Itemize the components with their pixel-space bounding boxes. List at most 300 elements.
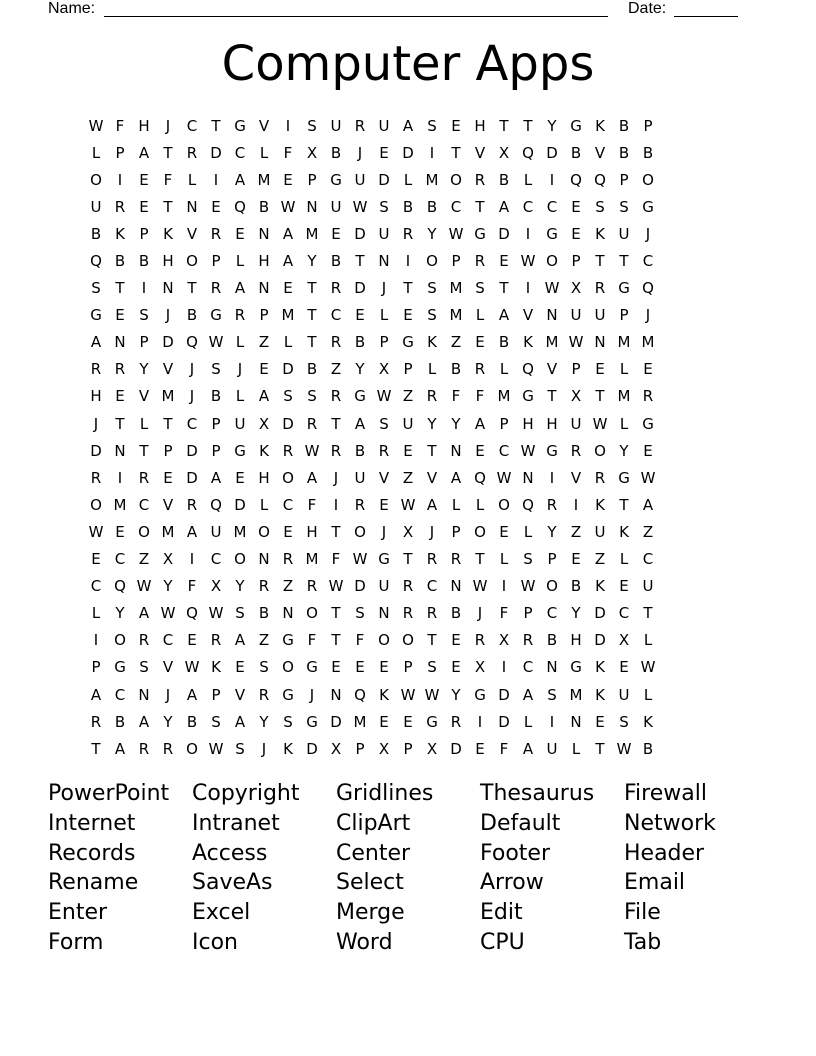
grid-letter: F bbox=[187, 577, 197, 596]
grid-letter: R bbox=[330, 387, 342, 406]
grid-letter: G bbox=[570, 658, 582, 677]
grid-letter: T bbox=[139, 441, 149, 460]
grid-letter: H bbox=[570, 631, 582, 650]
grid-letter: B bbox=[618, 143, 630, 162]
grid-letter: O bbox=[258, 522, 270, 541]
grid-letter: U bbox=[402, 414, 414, 433]
grid-letter: R bbox=[402, 577, 414, 596]
grid-letter: W bbox=[496, 468, 512, 487]
grid-letter: M bbox=[305, 550, 319, 569]
grid-letter: C bbox=[234, 143, 246, 162]
grid-letter: P bbox=[451, 252, 461, 271]
word-list-item: Word bbox=[336, 929, 393, 955]
grid-letter: I bbox=[549, 712, 555, 731]
grid-letter: R bbox=[138, 631, 150, 650]
grid-letter: R bbox=[90, 712, 102, 731]
grid-letter: O bbox=[498, 495, 510, 514]
grid-letter: J bbox=[645, 224, 651, 243]
grid-letter: B bbox=[186, 306, 198, 325]
grid-letter: D bbox=[498, 685, 510, 704]
grid-letter: E bbox=[235, 468, 245, 487]
grid-letter: S bbox=[235, 739, 245, 758]
grid-letter: Z bbox=[402, 468, 414, 487]
grid-letter: K bbox=[595, 224, 605, 243]
word-list-item: Default bbox=[480, 810, 561, 836]
grid-letter: O bbox=[354, 522, 366, 541]
grid-letter: N bbox=[114, 333, 126, 352]
grid-letter: S bbox=[619, 712, 629, 731]
grid-letter: U bbox=[330, 197, 342, 216]
grid-letter: O bbox=[234, 550, 246, 569]
grid-letter: S bbox=[595, 197, 605, 216]
grid-letter: K bbox=[643, 712, 653, 731]
grid-letter: C bbox=[642, 550, 654, 569]
grid-letter: S bbox=[259, 658, 269, 677]
grid-letter: A bbox=[498, 306, 510, 325]
grid-letter: X bbox=[210, 577, 222, 596]
grid-letter: W bbox=[640, 658, 656, 677]
grid-letter: L bbox=[235, 387, 245, 406]
grid-letter: K bbox=[211, 658, 221, 677]
grid-letter: O bbox=[546, 577, 558, 596]
grid-letter: Y bbox=[619, 441, 629, 460]
grid-letter: L bbox=[91, 604, 101, 623]
grid-letter: H bbox=[138, 116, 150, 135]
grid-letter: X bbox=[618, 631, 630, 650]
grid-letter: J bbox=[189, 360, 195, 379]
grid-letter: F bbox=[163, 170, 173, 189]
grid-letter: E bbox=[475, 333, 485, 352]
grid-row bbox=[84, 302, 732, 329]
grid-letter: K bbox=[379, 685, 389, 704]
grid-letter: C bbox=[114, 550, 126, 569]
grid-letter: W bbox=[472, 577, 488, 596]
grid-letter: C bbox=[210, 550, 222, 569]
grid-letter: B bbox=[450, 360, 462, 379]
grid-letter: E bbox=[571, 550, 581, 569]
grid-letter: G bbox=[306, 712, 318, 731]
grid-letter: J bbox=[381, 279, 387, 298]
grid-letter: M bbox=[257, 170, 271, 189]
grid-letter: R bbox=[114, 197, 126, 216]
grid-letter: G bbox=[354, 387, 366, 406]
grid-letter: W bbox=[280, 197, 296, 216]
grid-letter: E bbox=[499, 522, 509, 541]
grid-letter: V bbox=[234, 685, 246, 704]
grid-letter: F bbox=[355, 631, 365, 650]
grid-letter: D bbox=[90, 441, 102, 460]
grid-letter: E bbox=[139, 170, 149, 189]
grid-letter: C bbox=[498, 441, 510, 460]
grid-letter: Q bbox=[522, 143, 534, 162]
grid-letter: B bbox=[90, 224, 102, 243]
grid-letter: G bbox=[378, 550, 390, 569]
grid-letter: L bbox=[475, 306, 485, 325]
grid-letter: U bbox=[546, 739, 558, 758]
grid-letter: Q bbox=[474, 468, 486, 487]
grid-letter: F bbox=[331, 550, 341, 569]
grid-letter: Z bbox=[642, 522, 654, 541]
grid-letter: E bbox=[643, 360, 653, 379]
grid-letter: W bbox=[328, 577, 344, 596]
grid-letter: R bbox=[402, 604, 414, 623]
grid-letter: B bbox=[114, 252, 126, 271]
grid-letter: W bbox=[304, 441, 320, 460]
grid-letter: T bbox=[307, 279, 317, 298]
word-list-item: Tab bbox=[624, 929, 662, 955]
grid-letter: E bbox=[283, 170, 293, 189]
grid-letter: F bbox=[115, 116, 125, 135]
word-list-item: Arrow bbox=[480, 870, 544, 896]
grid-letter: A bbox=[234, 631, 246, 650]
grid-letter: A bbox=[186, 522, 198, 541]
grid-letter: R bbox=[402, 224, 414, 243]
grid-letter: L bbox=[139, 414, 149, 433]
grid-letter: T bbox=[115, 414, 125, 433]
grid-letter: L bbox=[235, 252, 245, 271]
grid-letter: S bbox=[427, 658, 437, 677]
grid-letter: Z bbox=[282, 577, 294, 596]
grid-letter: V bbox=[162, 658, 174, 677]
grid-letter: A bbox=[450, 468, 462, 487]
grid-letter: I bbox=[117, 170, 123, 189]
grid-letter: X bbox=[402, 522, 414, 541]
word-list-item: Rename bbox=[48, 870, 139, 896]
grid-letter: L bbox=[475, 495, 485, 514]
grid-letter: W bbox=[448, 224, 464, 243]
grid-letter: P bbox=[163, 441, 173, 460]
grid-letter: C bbox=[138, 495, 150, 514]
grid-letter: R bbox=[210, 224, 222, 243]
grid-letter: E bbox=[139, 197, 149, 216]
grid-letter: E bbox=[355, 658, 365, 677]
grid-letter: O bbox=[546, 252, 558, 271]
grid-letter: Y bbox=[115, 604, 125, 623]
grid-letter: S bbox=[427, 306, 437, 325]
grid-letter: T bbox=[163, 414, 173, 433]
grid-letter: B bbox=[114, 712, 126, 731]
grid-letter: M bbox=[617, 333, 631, 352]
grid-letter: K bbox=[595, 658, 605, 677]
grid-letter: O bbox=[426, 252, 438, 271]
grid-letter: J bbox=[237, 360, 243, 379]
grid-row bbox=[84, 627, 732, 654]
grid-letter: D bbox=[546, 143, 558, 162]
grid-letter: G bbox=[474, 224, 486, 243]
grid-letter: Q bbox=[594, 170, 606, 189]
grid-letter: M bbox=[305, 224, 319, 243]
grid-letter: X bbox=[378, 360, 390, 379]
word-list-item: Form bbox=[48, 929, 104, 955]
grid-letter: E bbox=[595, 360, 605, 379]
grid-letter: J bbox=[477, 604, 483, 623]
grid-letter: X bbox=[306, 143, 318, 162]
grid-letter: V bbox=[138, 387, 150, 406]
grid-letter: R bbox=[594, 468, 606, 487]
grid-letter: P bbox=[379, 333, 389, 352]
grid-letter: L bbox=[259, 495, 269, 514]
grid-letter: L bbox=[523, 712, 533, 731]
grid-letter: W bbox=[160, 604, 176, 623]
grid-letter: B bbox=[570, 577, 582, 596]
grid-letter: V bbox=[186, 224, 198, 243]
grid-letter: B bbox=[642, 143, 654, 162]
grid-letter: T bbox=[331, 522, 341, 541]
grid-letter: L bbox=[619, 360, 629, 379]
word-list-item: Thesaurus bbox=[480, 781, 595, 806]
grid-letter: P bbox=[619, 170, 629, 189]
grid-letter: W bbox=[400, 685, 416, 704]
grid-letter: M bbox=[425, 170, 439, 189]
grid-letter: E bbox=[571, 224, 581, 243]
grid-letter: X bbox=[498, 631, 510, 650]
grid-letter: E bbox=[379, 712, 389, 731]
grid-letter: U bbox=[378, 224, 390, 243]
grid-letter: R bbox=[330, 441, 342, 460]
grid-letter: G bbox=[402, 333, 414, 352]
grid-letter: W bbox=[208, 333, 224, 352]
grid-letter: E bbox=[163, 468, 173, 487]
grid-letter: P bbox=[307, 170, 317, 189]
grid-letter: R bbox=[426, 604, 438, 623]
grid-letter: C bbox=[450, 197, 462, 216]
grid-letter: R bbox=[474, 252, 486, 271]
grid-letter: O bbox=[306, 604, 318, 623]
grid-letter: M bbox=[353, 712, 367, 731]
grid-letter: F bbox=[283, 143, 293, 162]
grid-letter: H bbox=[90, 387, 102, 406]
grid-letter: A bbox=[642, 495, 654, 514]
grid-letter: K bbox=[427, 333, 437, 352]
grid-letter: R bbox=[522, 631, 534, 650]
grid-letter: E bbox=[379, 495, 389, 514]
grid-letter: E bbox=[115, 306, 125, 325]
grid-letter: R bbox=[114, 360, 126, 379]
grid-letter: S bbox=[619, 197, 629, 216]
grid-letter: A bbox=[90, 333, 102, 352]
grid-letter: Q bbox=[234, 197, 246, 216]
grid-letter: E bbox=[331, 658, 341, 677]
grid-letter: J bbox=[381, 522, 387, 541]
grid-letter: Y bbox=[163, 577, 173, 596]
grid-letter: R bbox=[474, 631, 486, 650]
grid-letter: J bbox=[645, 306, 651, 325]
grid-row bbox=[84, 573, 732, 600]
grid-letter: R bbox=[546, 495, 558, 514]
grid-letter: Y bbox=[355, 360, 365, 379]
grid-letter: Q bbox=[570, 170, 582, 189]
grid-letter: D bbox=[594, 604, 606, 623]
word-list-item: SaveAs bbox=[192, 870, 273, 896]
grid-letter: L bbox=[451, 495, 461, 514]
grid-row bbox=[84, 464, 732, 491]
grid-letter: E bbox=[115, 522, 125, 541]
grid-letter: E bbox=[475, 441, 485, 460]
grid-letter: I bbox=[525, 279, 531, 298]
grid-letter: Y bbox=[451, 414, 461, 433]
grid-letter: T bbox=[595, 252, 605, 271]
grid-letter: N bbox=[570, 712, 582, 731]
grid-letter: R bbox=[306, 414, 318, 433]
grid-letter: Q bbox=[186, 604, 198, 623]
word-list-item: PowerPoint bbox=[48, 781, 170, 806]
grid-letter: W bbox=[520, 252, 536, 271]
grid-letter: K bbox=[283, 739, 293, 758]
grid-letter: R bbox=[282, 441, 294, 460]
grid-letter: R bbox=[474, 170, 486, 189]
grid-letter: T bbox=[595, 387, 605, 406]
grid-letter: G bbox=[570, 116, 582, 135]
grid-letter: L bbox=[619, 550, 629, 569]
grid-letter: I bbox=[189, 550, 195, 569]
grid-letter: H bbox=[258, 468, 270, 487]
grid-letter: L bbox=[187, 170, 197, 189]
word-list-item: Network bbox=[624, 810, 716, 836]
grid-letter: B bbox=[330, 143, 342, 162]
grid-letter: M bbox=[641, 333, 655, 352]
grid-letter: P bbox=[571, 252, 581, 271]
grid-letter: R bbox=[258, 685, 270, 704]
word-list-item: Email bbox=[624, 870, 686, 896]
grid-letter: W bbox=[136, 577, 152, 596]
grid-letter: R bbox=[474, 360, 486, 379]
grid-letter: T bbox=[163, 143, 173, 162]
grid-letter: E bbox=[259, 360, 269, 379]
grid-letter: E bbox=[595, 712, 605, 731]
grid-letter: Z bbox=[138, 550, 150, 569]
grid-letter: J bbox=[333, 468, 339, 487]
grid-letter: B bbox=[330, 252, 342, 271]
grid-letter: V bbox=[258, 116, 270, 135]
grid-letter: R bbox=[354, 116, 366, 135]
grid-letter: A bbox=[90, 685, 102, 704]
grid-letter: E bbox=[403, 306, 413, 325]
grid-letter: D bbox=[498, 224, 510, 243]
grid-row bbox=[84, 383, 732, 410]
grid-letter: H bbox=[474, 116, 486, 135]
grid-letter: M bbox=[449, 279, 463, 298]
grid-letter: T bbox=[523, 116, 533, 135]
grid-letter: S bbox=[235, 604, 245, 623]
grid-letter: C bbox=[114, 685, 126, 704]
grid-row bbox=[84, 410, 732, 437]
grid-letter: A bbox=[234, 712, 246, 731]
grid-letter: I bbox=[285, 116, 291, 135]
grid-letter: I bbox=[117, 468, 123, 487]
grid-letter: U bbox=[378, 116, 390, 135]
grid-letter: E bbox=[499, 252, 509, 271]
grid-letter: K bbox=[523, 333, 533, 352]
grid-letter: U bbox=[90, 197, 102, 216]
grid-letter: D bbox=[210, 143, 222, 162]
grid-letter: P bbox=[211, 414, 221, 433]
grid-letter: O bbox=[90, 495, 102, 514]
grid-letter: G bbox=[522, 387, 534, 406]
grid-letter: V bbox=[522, 306, 534, 325]
grid-letter: H bbox=[162, 252, 174, 271]
grid-letter: B bbox=[546, 631, 558, 650]
grid-letter: M bbox=[281, 306, 295, 325]
grid-letter: I bbox=[429, 143, 435, 162]
grid-letter: J bbox=[165, 306, 171, 325]
grid-letter: J bbox=[357, 143, 363, 162]
grid-letter: E bbox=[619, 577, 629, 596]
grid-letter: R bbox=[138, 739, 150, 758]
grid-letter: K bbox=[163, 224, 173, 243]
grid-letter: R bbox=[186, 143, 198, 162]
grid-letter: S bbox=[307, 387, 317, 406]
grid-letter: Z bbox=[450, 333, 462, 352]
grid-letter: Q bbox=[114, 577, 126, 596]
grid-letter: Y bbox=[451, 685, 461, 704]
grid-letter: U bbox=[594, 522, 606, 541]
grid-letter: R bbox=[306, 577, 318, 596]
grid-letter: V bbox=[378, 468, 390, 487]
grid-letter: O bbox=[450, 170, 462, 189]
grid-letter: E bbox=[355, 306, 365, 325]
grid-letter: P bbox=[643, 116, 653, 135]
grid-letter: C bbox=[642, 252, 654, 271]
grid-letter: L bbox=[235, 333, 245, 352]
grid-letter: A bbox=[234, 170, 246, 189]
grid-letter: Q bbox=[354, 685, 366, 704]
grid-letter: D bbox=[354, 279, 366, 298]
grid-letter: Y bbox=[427, 414, 437, 433]
grid-letter: C bbox=[186, 414, 198, 433]
grid-letter: N bbox=[378, 252, 390, 271]
grid-letter: P bbox=[403, 360, 413, 379]
grid-letter: Q bbox=[210, 495, 222, 514]
grid-row bbox=[84, 275, 732, 302]
grid-letter: D bbox=[354, 577, 366, 596]
grid-letter: Q bbox=[522, 495, 534, 514]
grid-letter: D bbox=[498, 712, 510, 731]
grid-letter: J bbox=[429, 522, 435, 541]
grid-letter: T bbox=[547, 387, 557, 406]
grid-letter: B bbox=[570, 143, 582, 162]
grid-letter: N bbox=[258, 550, 270, 569]
grid-letter: O bbox=[186, 739, 198, 758]
grid-letter: X bbox=[258, 414, 270, 433]
grid-letter: L bbox=[643, 685, 653, 704]
word-list-item: Copyright bbox=[192, 781, 300, 806]
grid-row bbox=[84, 546, 732, 573]
grid-letter: B bbox=[498, 333, 510, 352]
grid-letter: E bbox=[451, 116, 461, 135]
grid-letter: O bbox=[378, 631, 390, 650]
grid-letter: I bbox=[213, 170, 219, 189]
grid-letter: X bbox=[378, 739, 390, 758]
name-label: Name: bbox=[48, 0, 96, 17]
word-list-item: Gridlines bbox=[336, 781, 434, 806]
grid-letter: O bbox=[282, 468, 294, 487]
grid-letter: D bbox=[186, 441, 198, 460]
word-search-grid bbox=[84, 112, 732, 762]
grid-letter: A bbox=[522, 739, 534, 758]
grid-letter: X bbox=[426, 739, 438, 758]
grid-letter: F bbox=[451, 387, 461, 406]
grid-letter: A bbox=[498, 197, 510, 216]
word-list-item: Excel bbox=[192, 900, 251, 926]
grid-letter: C bbox=[522, 197, 534, 216]
grid-letter: Z bbox=[594, 550, 606, 569]
grid-letter: L bbox=[523, 170, 533, 189]
grid-letter: G bbox=[546, 441, 558, 460]
grid-letter: R bbox=[138, 468, 150, 487]
grid-letter: P bbox=[451, 522, 461, 541]
word-list-item: Icon bbox=[192, 929, 238, 955]
grid-letter: N bbox=[114, 441, 126, 460]
